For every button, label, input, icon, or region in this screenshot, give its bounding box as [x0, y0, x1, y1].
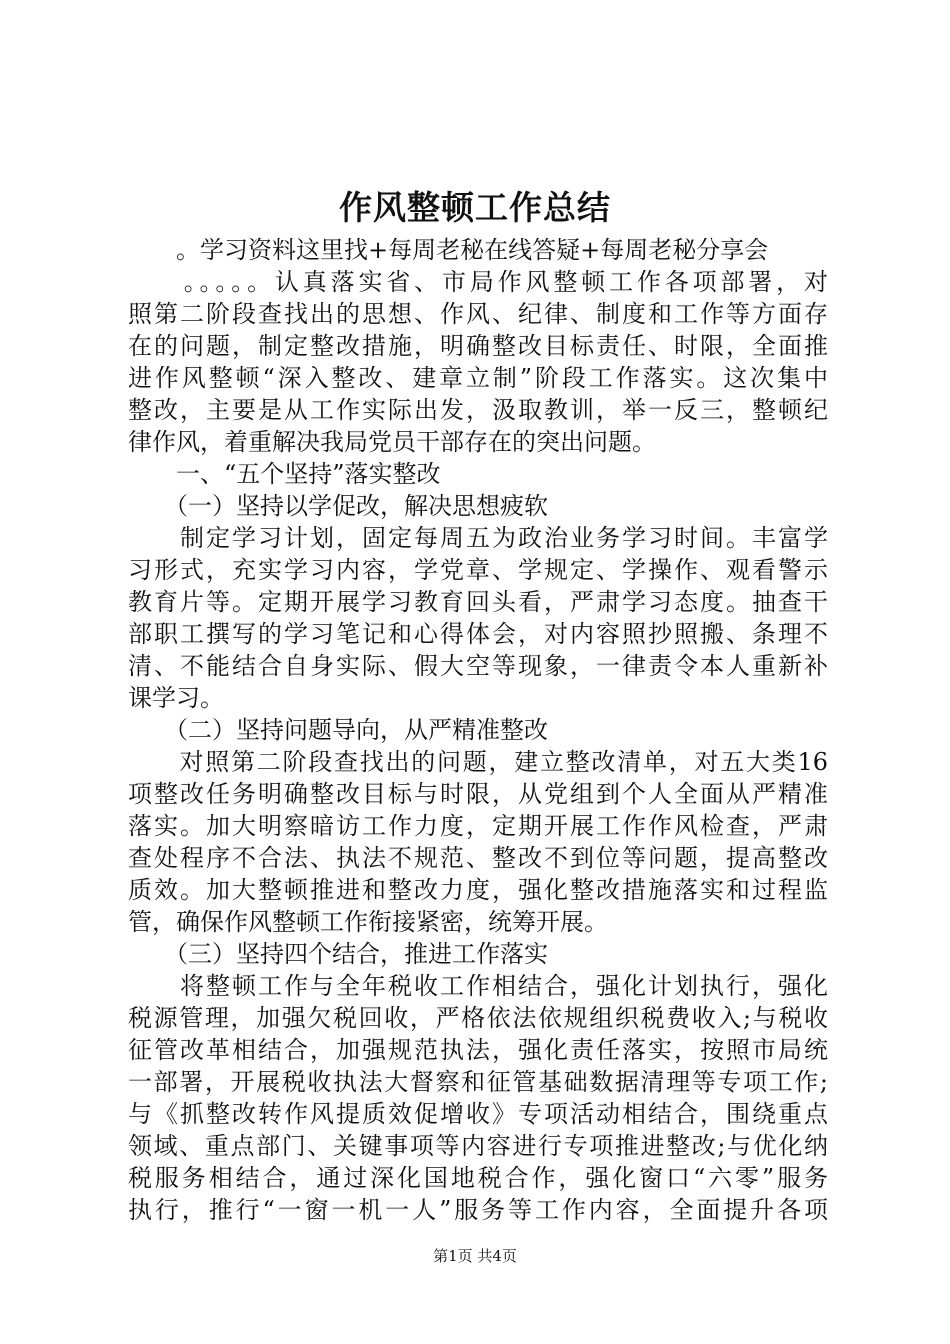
- body-text-line: （二）坚持问题导向，从严精准整改: [128, 716, 548, 744]
- body-text-line: 执行，推行“一窗一机一人”服务等工作内容，全面提升各项: [128, 1196, 828, 1224]
- body-text-line: 制定学习计划，固定每周五为政治业务学习时间。丰富学: [128, 524, 828, 552]
- body-text-line: 。学习资料这里找+每周老秘在线答疑+每周老秘分享会: [128, 236, 769, 264]
- body-text-line: 落实。加大明察暗访工作力度，定期开展工作作风检查，严肃: [128, 812, 828, 840]
- body-text-line: 习形式，充实学习内容，学党章、学规定、学操作、观看警示: [128, 556, 828, 584]
- body-text-line: 一、“五个坚持”落实整改: [128, 460, 441, 488]
- body-text-line: 部职工撰写的学习笔记和心得体会，对内容照抄照搬、条理不: [128, 620, 828, 648]
- body-text-line: 查处程序不合法、执法不规范、整改不到位等问题，提高整改: [128, 844, 828, 872]
- page-title: 作风整顿工作总结: [339, 188, 611, 227]
- body-text-line: 税服务相结合，通过深化国地税合作，强化窗口“六零”服务: [128, 1164, 828, 1192]
- document-body: [128, 234, 828, 1226]
- body-text-line: 进作风整顿“深入整改、建章立制”阶段工作落实。这次集中: [128, 364, 828, 392]
- body-text-line: 管，确保作风整顿工作衔接紧密，统筹开展。: [128, 908, 608, 936]
- body-text-line: 清、不能结合自身实际、假大空等现象，一律责令本人重新补: [128, 652, 828, 680]
- body-text-line: 对照第二阶段查找出的问题，建立整改清单，对五大类16: [128, 748, 828, 776]
- body-text-line: （三）坚持四个结合，推进工作落实: [128, 940, 548, 968]
- body-text-line: 课学习。: [128, 684, 224, 712]
- body-text-line: 领域、重点部门、关键事项等内容进行专项推进整改;与优化纳: [128, 1132, 828, 1160]
- body-text-line: 照第二阶段查找出的思想、作风、纪律、制度和工作等方面存: [128, 300, 828, 328]
- body-text-line: 整改，主要是从工作实际出发，汲取教训，举一反三，整顿纪: [128, 396, 828, 424]
- body-text-line: 律作风，着重解决我局党员干部存在的突出问题。: [128, 428, 656, 456]
- body-text-line: 。。。。。认真落实省、市局作风整顿工作各项部署，对: [128, 268, 828, 296]
- body-text-line: 征管改革相结合，加强规范执法，强化责任落实，按照市局统: [128, 1036, 828, 1064]
- body-text-line: 一部署，开展税收执法大督察和征管基础数据清理等专项工作;: [128, 1068, 828, 1096]
- body-text-line: 税源管理，加强欠税回收，严格依法依规组织税费收入;与税收: [128, 1004, 828, 1032]
- body-text-line: （一）坚持以学促改，解决思想疲软: [128, 492, 548, 520]
- body-text-line: 质效。加大整顿推进和整改力度，强化整改措施落实和过程监: [128, 876, 828, 904]
- body-text-line: 将整顿工作与全年税收工作相结合，强化计划执行，强化: [128, 972, 828, 1000]
- body-text-line: 项整改任务明确整改目标与时限，从党组到个人全面从严精准: [128, 780, 828, 808]
- body-text-line: 教育片等。定期开展学习教育回头看，严肃学习态度。抽查干: [128, 588, 828, 616]
- page-number-footer: 第1页 共4页: [433, 1247, 517, 1265]
- body-text-line: 在的问题，制定整改措施，明确整改目标责任、时限，全面推: [128, 332, 828, 360]
- body-text-line: 与《抓整改转作风提质效促增收》专项活动相结合，围绕重点: [128, 1100, 828, 1128]
